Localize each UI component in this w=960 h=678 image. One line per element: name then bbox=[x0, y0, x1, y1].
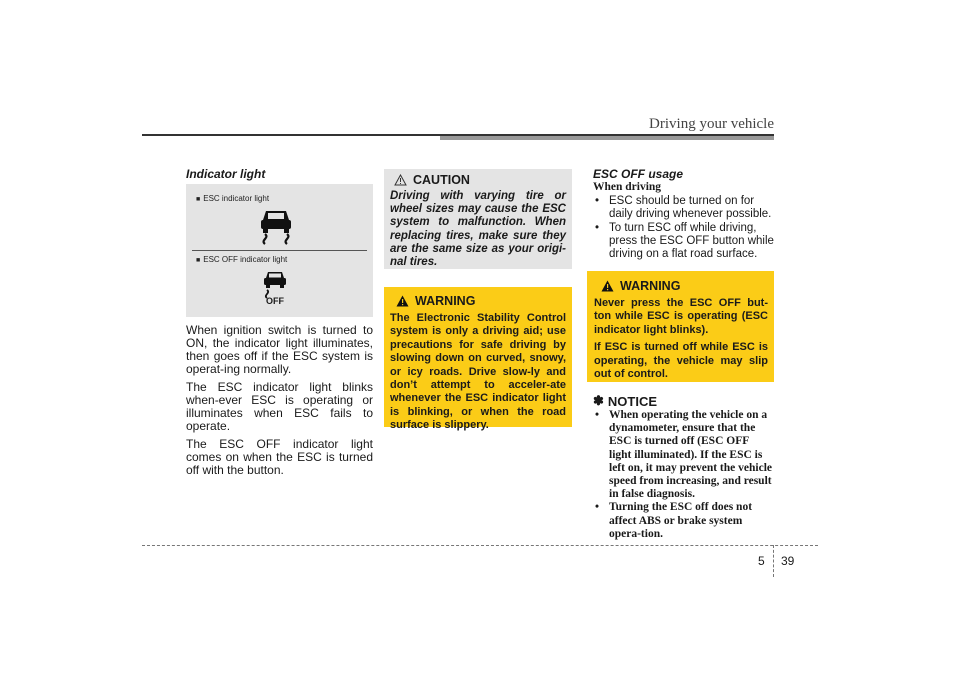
driving-bullet-list bbox=[593, 195, 774, 261]
caution-heading: CAUTION bbox=[394, 173, 470, 187]
caution-text: Driving with varying tire or wheel sizes may cause the ESC system to malfunction. When replacing tires, make sure they are the same size as your origi-nal tires. bbox=[390, 190, 566, 269]
warning-heading: WARNING bbox=[601, 279, 680, 293]
footer-rule bbox=[142, 545, 818, 546]
section-number: 5 bbox=[758, 554, 765, 568]
paragraph: The ESC OFF indicator light comes on when the ESC is turned off with the button. bbox=[186, 437, 373, 477]
list-item: • ESC should be turned on for daily driving whenever possible. bbox=[595, 195, 772, 221]
notice-heading: ✽ NOTICE bbox=[593, 393, 658, 409]
indicator-figure bbox=[186, 184, 373, 317]
warning-triangle-icon bbox=[396, 295, 409, 307]
warning-body bbox=[594, 297, 768, 381]
esc-off-usage-heading: ESC OFF usage bbox=[593, 167, 684, 181]
warning-heading: WARNING bbox=[396, 294, 475, 308]
paragraph: When ignition switch is turned to ON, the indicator light illuminates, then goes off if the ESC system is operat-ing normally. bbox=[186, 323, 373, 376]
figure-divider bbox=[192, 250, 367, 251]
warning-text: If ESC is turned off while ESC is operating, the vehicle may slip out of control. bbox=[594, 341, 768, 381]
list-item: • When operating the vehicle on a dynamometer, ensure that the ESC is turned off (ESC OFF light illuminated). If the ESC is left on, it may prevent the vehicle speed from increasing, and result in false diagnosis. bbox=[595, 409, 772, 501]
when-driving-subheading: When driving bbox=[593, 181, 662, 193]
paragraph: The ESC indicator light blinks when-ever ESC is operating or illuminates when ESC fails to operate. bbox=[186, 380, 373, 433]
warning-box-esc-aid bbox=[384, 287, 572, 432]
notice-list bbox=[593, 409, 774, 541]
warning-triangle-icon bbox=[601, 280, 614, 292]
esc-car-icon bbox=[256, 207, 296, 245]
esc-off-car-icon bbox=[260, 269, 290, 299]
warning-box-esc-off bbox=[587, 271, 774, 382]
bullet-dot-icon: • bbox=[595, 195, 600, 207]
bullet-dot-icon: • bbox=[595, 501, 600, 514]
esc-off-indicator-caption: ■ ESC OFF indicator light bbox=[196, 255, 288, 264]
bullet-dot-icon: • bbox=[595, 221, 600, 234]
notice-star-icon: ✽ bbox=[593, 393, 604, 408]
header-rule-accent bbox=[440, 136, 774, 140]
footer-divider bbox=[773, 545, 774, 577]
caution-box bbox=[384, 169, 572, 269]
list-item: • Turning the ESC off does not affect ABS or brake system opera-tion. bbox=[595, 501, 753, 540]
off-label: OFF bbox=[266, 296, 284, 306]
list-item: • To turn ESC off while driving, press the ESC OFF button while driving on a flat road surface. bbox=[595, 221, 774, 261]
indicator-light-heading: Indicator light bbox=[186, 167, 266, 181]
warning-text: Never press the ESC OFF but-ton while ESC is operating (ESC indicator light blinks). bbox=[594, 297, 768, 336]
esc-indicator-caption: ■ ESC indicator light bbox=[196, 194, 270, 203]
page-number: 39 bbox=[781, 554, 795, 568]
square-bullet-icon: ■ bbox=[196, 196, 201, 203]
section-title: Driving your vehicle bbox=[649, 116, 774, 132]
square-bullet-icon: ■ bbox=[196, 257, 201, 264]
caution-triangle-icon bbox=[394, 174, 407, 186]
left-body bbox=[186, 324, 373, 477]
bullet-dot-icon: • bbox=[595, 409, 600, 421]
warning-text: The Electronic Stability Control system is only a driving aid; use precautions for safe driving by slowing down on curved, snowy, or icy roads. Drive slow-ly and don’t attempt to acceler-ate whenever the ESC indicator light is blinking, or when the road surface is slippery. bbox=[390, 312, 566, 432]
